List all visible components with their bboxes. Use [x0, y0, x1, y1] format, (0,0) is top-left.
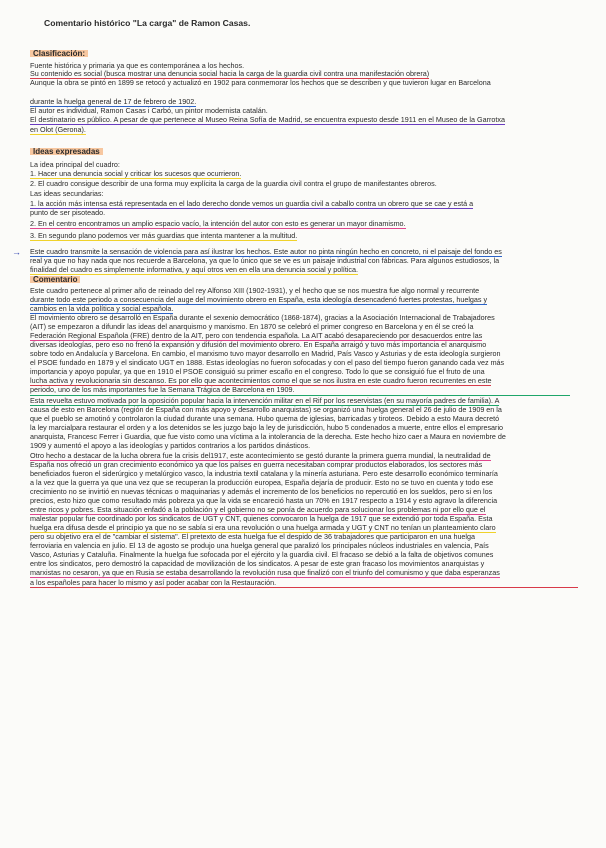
text-line: entre ricos y pobres. Esta situación enfadó a la población y el gobierno no se ponía de acuerdo para solucionar los problemas ni por ello que el [30, 505, 486, 514]
marker-underline [30, 395, 570, 396]
text-line: que el pueblo se amotinó y controlaron la ciudad durante una semana. Hubo quema de iglesias, barricadas y tiroteos. Debido a esto Maura decretó [30, 414, 500, 423]
text-line: Aunque la obra se pintó en 1899 se retocó y actualizó en 1902 para conmemorar los hechos que se describen y que tuvieron lugar en Barcelona [30, 78, 491, 87]
text-line: 1. Hacer una denuncia social y criticar los sucesos que ocurrieron. [30, 169, 242, 178]
text-line: (AIT) se empezaron a difundir las ideas del anarquismo y marxismo. En 1870 se celebró el primer congreso en Barcelona y en él se creó la [30, 322, 474, 331]
section-heading-ideas: Ideas expresadas [30, 148, 103, 156]
text-line: a la vez que la guerra ya que una vez que se recuperan la producción europea, España dejaría de producir. Esto no se tuvo en cuenta y todo ese [30, 478, 494, 487]
text-line: 3. En segundo plano podemos ver más guardias que intenta mantener a la multitud. [30, 231, 298, 240]
text-line: sobre todo en Andalucía y Barcelona. En cambio, el marxismo tuvo mayor desarrollo en Madrid, País Vasco y Asturias y de esta ideología surgieron [30, 349, 501, 358]
text-line: crecimiento no se invirtió en nuevas técnicas o maquinarias y además el incremento de los beneficios no repercutió en los sueldos, pero si en los [30, 487, 493, 496]
text-line: finalidad del cuadro es simplemente informativa, y aquí otros ven en ella una denuncia social y política. [30, 265, 359, 274]
text-line: Las ideas secundarias: [30, 189, 104, 198]
text-line: diversas ideologías, pero eso no frenó la expansión y difusión del movimiento obrero. En España arraigó y tuvo más importancia el anarquismo [30, 340, 487, 349]
text-line: entre los sindicatos, pero demostró la capacidad de movilización de los sindicatos. A pesar de este gran fracaso los movimientos anarquistas y [30, 559, 485, 568]
text-line: lucha activa y revolucionaria sin descanso. Es por ello que acontecimientos como el que se nos ilustra en este cuadro fueron recurrentes en este [30, 376, 492, 385]
text-line: Este cuadro pertenece al primer año de reinado del rey Alfonso XIII (1902-1931), y el hecho que se nos muestra fue algo normal y recurrente [30, 286, 480, 295]
text-line: cambios en la vida política y social española. [30, 304, 174, 313]
text-line: 1. la acción más intensa está representada en el lado derecho donde vemos un guardia civil a caballo contra un obrero que se cae y está a [30, 199, 474, 208]
text-line: punto de ser pisoteado. [30, 208, 106, 217]
text-line: el PSOE fundado en 1879 y el sindicato UGT en 1888. Estas ideologías no fueron sofocadas y con el paso del tiempo fueron ganando cada vez más [30, 358, 505, 367]
text-line: España nos ofreció un gran crecimiento económico ya que los países en guerra necesitaban comprar productos elaborados, los sectores más [30, 460, 483, 469]
text-line: beneficiados fueron el siderúrgico y metalúrgico vasco, la industria textil catalana y la minería asturiana. Pero este desarrollo económico terminaría [30, 469, 498, 478]
text-line: 2. El cuadro consigue describir de una forma muy explícita la carga de la guardia civil contra el grupo de manifestantes obreros. [30, 179, 437, 188]
text-line: Su contenido es social (busca mostrar una denuncia social hacia la carga de la guardia civil contra una manifestación obrera) [30, 69, 430, 78]
text-line: periodo, uno de los más importantes fue la Semana Trágica de Barcelona en 1909. [30, 385, 295, 394]
text-line: real ya que no hay nada que nos recuerde a Barcelona, ya que lo único que se ve es un paisaje industrial con fábricas. Para algunos estudiosos, la [30, 256, 500, 265]
text-line: durante la huelga general de 17 de febrero de 1902. [30, 97, 197, 106]
text-line: El movimiento obrero se desarrolló en España durante el sexenio democrático (1868-1874), gracias a la Asociación Internacional de Trabajadores [30, 313, 495, 322]
text-line: 1909 y aumentó el apoyo a las ideologías y partidos contrarios a los partidos dinásticos. [30, 441, 311, 450]
section-heading-comentario: Comentario [30, 276, 80, 284]
text-line: 2. En el centro encontramos un amplio espacio vacío, la intención del autor con esto es generar un mayor dinamismo. [30, 219, 406, 228]
text-line: Otro hecho a destacar de la lucha obrera fue la crisis del1917, este acontecimiento se gestó durante la primera guerra mundial, la neutralidad de [30, 451, 491, 460]
text-line: ferroviaria en valencia en julio. El 13 de agosto se produjo una huelga general que paralizó los principales núcleos industriales en valencia, País [30, 541, 489, 550]
text-line: anarquista, Francesc Ferrer i Guardia, que fue visto como una víctima a la intolerancia de la derecha. Este hecho hizo caer a Maura en noviembre de [30, 432, 506, 441]
marker-underline [30, 587, 578, 588]
text-line: marxistas no cesaron, ya que en Rusia se estaba desarrollando la revolución rusa que finalizó con el triunfo del comunismo y que daba esperanzas [30, 568, 500, 577]
text-line: El destinatario es público. A pesar de que pertenece al Museo Reina Sofía de Madrid, se encuentra expuesto desde 1911 en el Museo de la Garrotxa [30, 115, 505, 124]
document-title: Comentario histórico "La carga" de Ramon Casas. [44, 18, 251, 28]
text-line: Federación Regional Española (FRE) dentro de la AIT, pero con tendencia española. La AIT acabó desapareciendo por desacuerdos entre las [30, 331, 483, 340]
text-line: importancia y apoyo popular, ya que en 1910 el PSOE consiguió su primer escaño en el congreso. Todo lo que se consiguió fue el fruto de una [30, 367, 485, 376]
text-line: Vasco, Asturias y Cataluña. Finalmente la huelga fue sofocada por el ejército y la guardia civil. El fracaso se debió a la falta de objetivos comunes [30, 550, 494, 559]
text-line: Esta revuelta estuvo motivada por la oposición popular hacia la intervención militar en el Rif por los reservistas (en su mayoría padres de familia). A [30, 396, 500, 405]
text-line: causa de esto en Barcelona (región de España con más apoyo y desarrollo anarquistas) se organizó una huelga general el 26 de julio de 1909 en la [30, 405, 502, 414]
text-line: huelga era difusa desde el principio ya que no se sabía si era una revolución o una huelga armada y UGT y CNT no tenían un planteamiento claro [30, 523, 496, 532]
text-line: en Olot (Gerona). [30, 125, 86, 134]
text-line: pero su objetivo era el de "cambiar el sistema". El pretexto de esta huelga fue el despido de 36 trabajadores que participaron en una huelga [30, 532, 476, 541]
text-line: Este cuadro transmite la sensación de violencia para así ilustrar los hechos. Este autor no pinta ningún hecho en concreto, ni el paisaje del fondo es [30, 247, 502, 256]
text-line: precios, esto hizo que como resultado más pobreza ya que la vida se encareció hasta un 70% en 1917 respecto a 1914 y esto agravo la diferencia [30, 496, 498, 505]
text-line: durante todo este periodo a consecuencia del auge del movimiento obrero en España, esta ideología desencadenó fuertes protestas, huelgas y [30, 295, 488, 304]
text-line: a los españoles para hacer lo mismo y así poder acabar con la Restauración. [30, 578, 277, 587]
text-line: la ley marcialpara restaurar el orden y a los detenidos se les juzgo bajo la ley de jurisdicción, hubo 5 condenados a muerte, entre ellos el empresario [30, 423, 504, 432]
text-line: La idea principal del cuadro: [30, 160, 120, 169]
section-heading-clasificacion: Clasificación: [30, 50, 88, 58]
text-line: Fuente histórica y primaria ya que es contemporánea a los hechos. [30, 61, 245, 70]
text-line: El autor es individual, Ramon Casas i Carbó, un pintor modernista catalán. [30, 106, 268, 115]
text-line: malestar popular fue coordinado por los sindicatos de UGT y CNT, quienes convocaron la huelga de 1917 que se extendió por toda España. Esta [30, 514, 493, 523]
arrow-icon: → [12, 247, 21, 257]
